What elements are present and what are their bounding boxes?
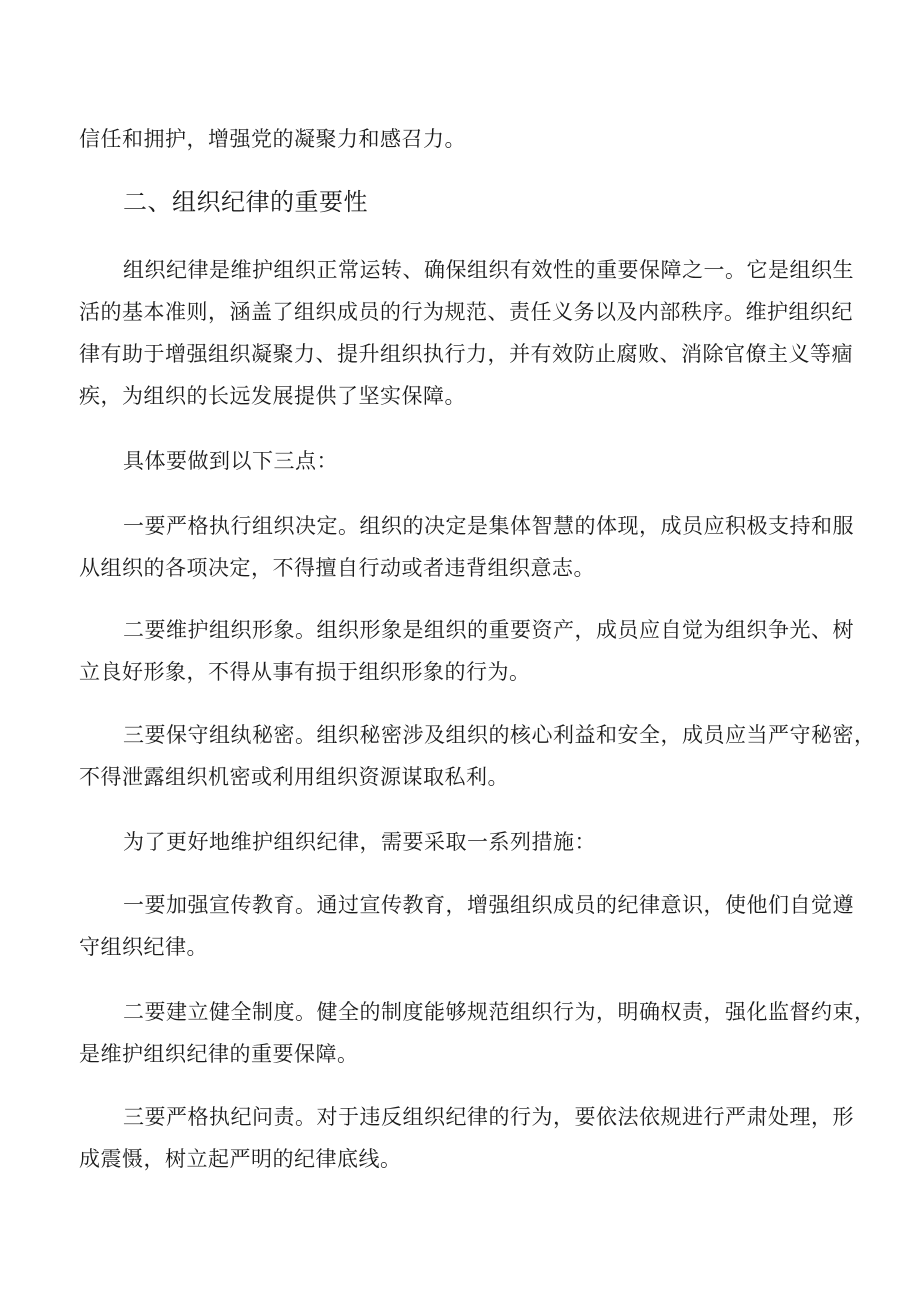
paragraph-line: 从组织的各项决定，不得擅自行动或者违背组织意志。 bbox=[79, 556, 595, 580]
points-lead-paragraph: 具体要做到以下三点： bbox=[123, 449, 338, 473]
paragraph-line: 疾，为组织的长远发展提供了坚实保障。 bbox=[79, 384, 466, 408]
paragraph-line: 一要严格执行组织决定。组织的决定是集体智慧的体现，成员应积极支持和服 bbox=[123, 514, 854, 538]
paragraph-line: 一要加强宣传教育。通过宣传教育，增强组织成员的纪律意识，使他们自觉遵 bbox=[123, 893, 854, 917]
paragraph-line: 二要建立健全制度。健全的制度能够规范组织行为，明确权责，强化监督约束， bbox=[123, 1000, 876, 1024]
paragraph-line: 活的基本准则，涵盖了组织成员的行为规范、责任义务以及内部秩序。维护组织纪 bbox=[79, 300, 853, 324]
paragraph-line: 立良好形象，不得从事有损于组织形象的行为。 bbox=[79, 660, 531, 684]
paragraph-line: 三要保守组纨秘密。组织秘密涉及组织的核心利益和安全，成员应当严守秘密， bbox=[123, 723, 876, 747]
paragraph-line: 三要严格执纪问责。对于违反组织纪律的行为，要依法依规进行严肃处理，形 bbox=[123, 1105, 854, 1129]
continuation-text: 信任和拥护，增强党的凝聚力和感召力。 bbox=[79, 127, 466, 151]
section-heading: 二、组织纪律的重要性 bbox=[123, 188, 368, 216]
paragraph-line: 律有助于增强组织凝聚力、提升组织执行力，并有效防止腐败、消除官僚主义等痼 bbox=[79, 342, 853, 366]
paragraph-line: 二要维护组织形象。组织形象是组织的重要资产，成员应自觉为组织争光、树 bbox=[123, 618, 854, 642]
paragraph-line: 是维护组织纪律的重要保障。 bbox=[79, 1042, 359, 1066]
measures-lead-paragraph: 为了更好地维护组织纪律，需要采取一系列措施： bbox=[123, 830, 596, 854]
paragraph-line: 成震慑，树立起严明的纪律底线。 bbox=[79, 1147, 402, 1171]
paragraph-line: 不得泄露组织机密或利用组织资源谋取私利。 bbox=[79, 765, 509, 789]
paragraph-line: 守组织纪律。 bbox=[79, 935, 208, 959]
paragraph-line: 组织纪律是维护组织正常运转、确保组织有效性的重要保障之一。它是组织生 bbox=[123, 258, 854, 282]
